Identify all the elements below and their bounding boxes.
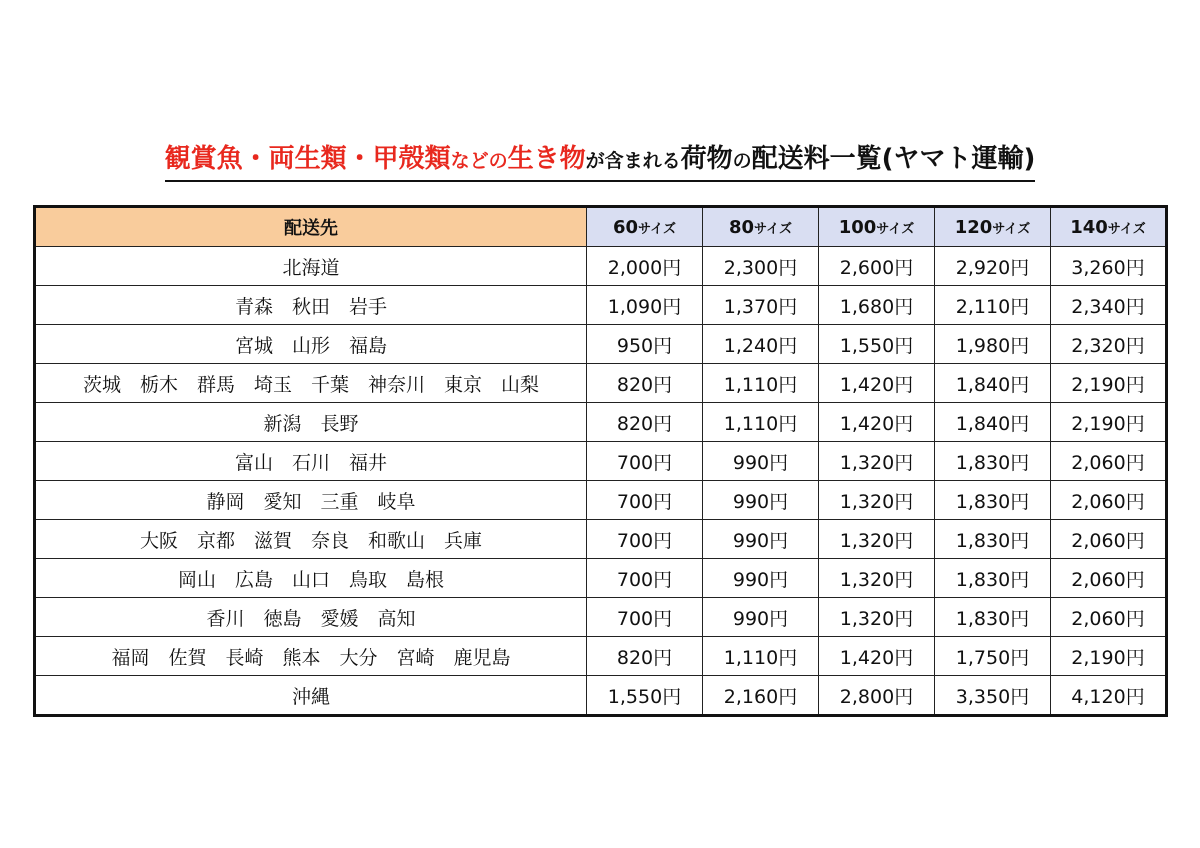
price-cell: 700円: [587, 559, 703, 598]
size-header-number: 140: [1070, 216, 1108, 238]
destination-cell: 沖縄: [35, 676, 587, 716]
price-cell: 1,550円: [819, 325, 935, 364]
title-part-included: が含まれる: [585, 150, 681, 172]
price-cell: 1,110円: [703, 637, 819, 676]
destination-cell: 青森 秋田 岩手: [35, 286, 587, 325]
table-row: [35, 637, 1167, 676]
price-cell: 1,110円: [703, 403, 819, 442]
price-cell: 2,320円: [1051, 325, 1167, 364]
price-cell: 700円: [587, 481, 703, 520]
price-cell: 1,550円: [587, 676, 703, 716]
price-cell: 2,160円: [703, 676, 819, 716]
table-row: [35, 598, 1167, 637]
table-row: [35, 559, 1167, 598]
size-header-80: [703, 207, 819, 247]
price-cell: 2,340円: [1051, 286, 1167, 325]
size-header-unit: サイズ: [992, 221, 1031, 237]
table-row: [35, 403, 1167, 442]
price-cell: 3,260円: [1051, 247, 1167, 286]
price-cell: 1,090円: [587, 286, 703, 325]
size-header-unit: サイズ: [876, 221, 915, 237]
price-cell: 2,920円: [935, 247, 1051, 286]
price-cell: 2,300円: [703, 247, 819, 286]
size-header-unit: サイズ: [638, 221, 677, 237]
price-cell: 820円: [587, 403, 703, 442]
table-row: [35, 442, 1167, 481]
price-cell: 1,830円: [935, 559, 1051, 598]
price-cell: 2,060円: [1051, 598, 1167, 637]
destination-cell: 北海道: [35, 247, 587, 286]
price-cell: 2,800円: [819, 676, 935, 716]
price-cell: 990円: [703, 559, 819, 598]
title-part-parcel: 荷物: [680, 144, 733, 174]
price-cell: 2,110円: [935, 286, 1051, 325]
size-header-140: [1051, 207, 1167, 247]
price-cell: 2,190円: [1051, 364, 1167, 403]
price-cell: 990円: [703, 598, 819, 637]
destination-cell: 香川 徳島 愛媛 高知: [35, 598, 587, 637]
price-cell: 700円: [587, 598, 703, 637]
price-cell: 700円: [587, 520, 703, 559]
price-cell: 990円: [703, 520, 819, 559]
price-cell: 990円: [703, 481, 819, 520]
size-header-120: [935, 207, 1051, 247]
destination-cell: 新潟 長野: [35, 403, 587, 442]
title-part-rates: 配送料一覧(ヤマト運輸): [751, 144, 1036, 174]
size-header-60: [587, 207, 703, 247]
price-cell: 820円: [587, 637, 703, 676]
destination-cell: 静岡 愛知 三重 岐阜: [35, 481, 587, 520]
price-cell: 1,420円: [819, 364, 935, 403]
size-header-unit: サイズ: [754, 221, 793, 237]
shipping-rate-table: [33, 205, 1168, 717]
destination-header: 配送先: [35, 207, 587, 247]
destination-cell: 岡山 広島 山口 鳥取 島根: [35, 559, 587, 598]
price-cell: 2,190円: [1051, 403, 1167, 442]
title-part-nado: などの: [450, 150, 508, 172]
price-cell: 1,370円: [703, 286, 819, 325]
table-header-row: [35, 207, 1167, 247]
price-cell: 2,600円: [819, 247, 935, 286]
price-cell: 1,830円: [935, 442, 1051, 481]
table-row: [35, 481, 1167, 520]
title-part-living: 生き物: [507, 144, 586, 174]
page-title-line: [165, 142, 1036, 182]
size-header-number: 60: [612, 216, 639, 238]
size-header-number: 100: [838, 216, 877, 238]
size-header-number: 120: [954, 216, 993, 238]
price-cell: 1,320円: [819, 481, 935, 520]
destination-cell: 大阪 京都 滋賀 奈良 和歌山 兵庫: [35, 520, 587, 559]
title-part-animals: 観賞魚・両生類・甲殻類: [164, 144, 451, 174]
page-title: [0, 142, 1200, 182]
table-row: [35, 520, 1167, 559]
price-cell: 2,190円: [1051, 637, 1167, 676]
price-cell: 1,830円: [935, 598, 1051, 637]
price-cell: 950円: [587, 325, 703, 364]
table-row: [35, 247, 1167, 286]
price-cell: 1,980円: [935, 325, 1051, 364]
table-row: [35, 325, 1167, 364]
destination-cell: 福岡 佐賀 長崎 熊本 大分 宮崎 鹿児島: [35, 637, 587, 676]
price-cell: 1,830円: [935, 520, 1051, 559]
price-cell: 1,840円: [935, 364, 1051, 403]
price-cell: 2,000円: [587, 247, 703, 286]
price-cell: 2,060円: [1051, 520, 1167, 559]
price-cell: 2,060円: [1051, 481, 1167, 520]
price-cell: 1,750円: [935, 637, 1051, 676]
price-cell: 700円: [587, 442, 703, 481]
destination-cell: 宮城 山形 福島: [35, 325, 587, 364]
price-cell: 4,120円: [1051, 676, 1167, 716]
price-cell: 1,110円: [703, 364, 819, 403]
price-cell: 1,830円: [935, 481, 1051, 520]
price-cell: 2,060円: [1051, 442, 1167, 481]
price-cell: 1,320円: [819, 520, 935, 559]
title-part-no: の: [732, 150, 752, 172]
price-cell: 990円: [703, 442, 819, 481]
price-cell: 1,320円: [819, 598, 935, 637]
table-row: [35, 676, 1167, 716]
table-row: [35, 364, 1167, 403]
price-cell: 1,420円: [819, 403, 935, 442]
destination-cell: 茨城 栃木 群馬 埼玉 千葉 神奈川 東京 山梨: [35, 364, 587, 403]
size-header-unit: サイズ: [1107, 221, 1146, 237]
price-cell: 1,240円: [703, 325, 819, 364]
table-row: [35, 286, 1167, 325]
price-cell: 1,420円: [819, 637, 935, 676]
size-header-100: [819, 207, 935, 247]
destination-cell: 富山 石川 福井: [35, 442, 587, 481]
price-cell: 1,320円: [819, 559, 935, 598]
price-cell: 1,320円: [819, 442, 935, 481]
size-header-number: 80: [728, 216, 755, 238]
price-cell: 2,060円: [1051, 559, 1167, 598]
price-cell: 3,350円: [935, 676, 1051, 716]
price-cell: 1,680円: [819, 286, 935, 325]
price-cell: 1,840円: [935, 403, 1051, 442]
price-cell: 820円: [587, 364, 703, 403]
